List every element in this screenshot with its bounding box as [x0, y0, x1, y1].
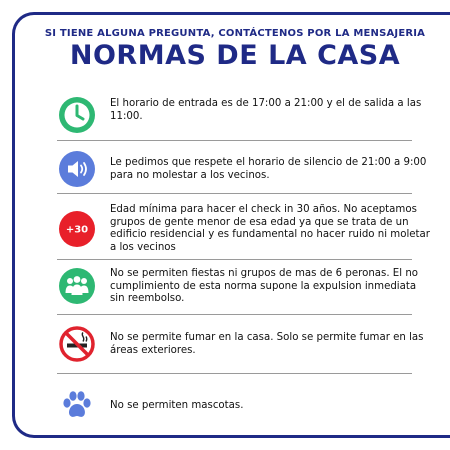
rule-minimum-age: Edad mínima para hacer el check in 30 años. No aceptamos grupos de gente menor de esa edad ya que se trata de un edificio residencial y es fundamental no hacer ruido ni moletar a los vecinos	[110, 204, 430, 253]
divider	[57, 373, 412, 374]
age-limit-badge: +30	[65, 224, 89, 236]
divider	[57, 259, 412, 260]
page-title: NORMAS DE LA CASA	[69, 40, 401, 71]
speaker-icon	[59, 151, 95, 187]
group-icon	[59, 268, 95, 304]
divider	[57, 193, 412, 194]
divider	[57, 140, 412, 141]
rule-no-pets: No se permiten mascotas.	[110, 400, 244, 411]
rule-no-smoking: No se permite fumar en la casa. Solo se permite fumar en las áreas exteriores.	[110, 332, 424, 356]
rule-no-parties: No se permiten fiestas ni grupos de mas de 6 peronas. El no cumplimiento de esta norma supone la expulsion inmediata sin reembolso.	[110, 268, 419, 304]
no-smoking-icon	[59, 326, 95, 362]
divider	[57, 314, 412, 315]
age-limit-icon	[59, 211, 95, 247]
paw-icon	[59, 387, 95, 423]
rule-checkin-hours: El horario de entrada es de 17:00 a 21:00 y el de salida a las 11:00.	[110, 98, 422, 122]
clock-icon	[59, 97, 95, 133]
rule-quiet-hours: Le pedimos que respete el horario de silencio de 21:00 a 9:00 para no molestar a los vecinos.	[110, 157, 427, 181]
contact-subtitle: SI TIENE ALGUNA PREGUNTA, CONTÁCTENOS POR LA MENSAJERIA	[44, 28, 426, 39]
